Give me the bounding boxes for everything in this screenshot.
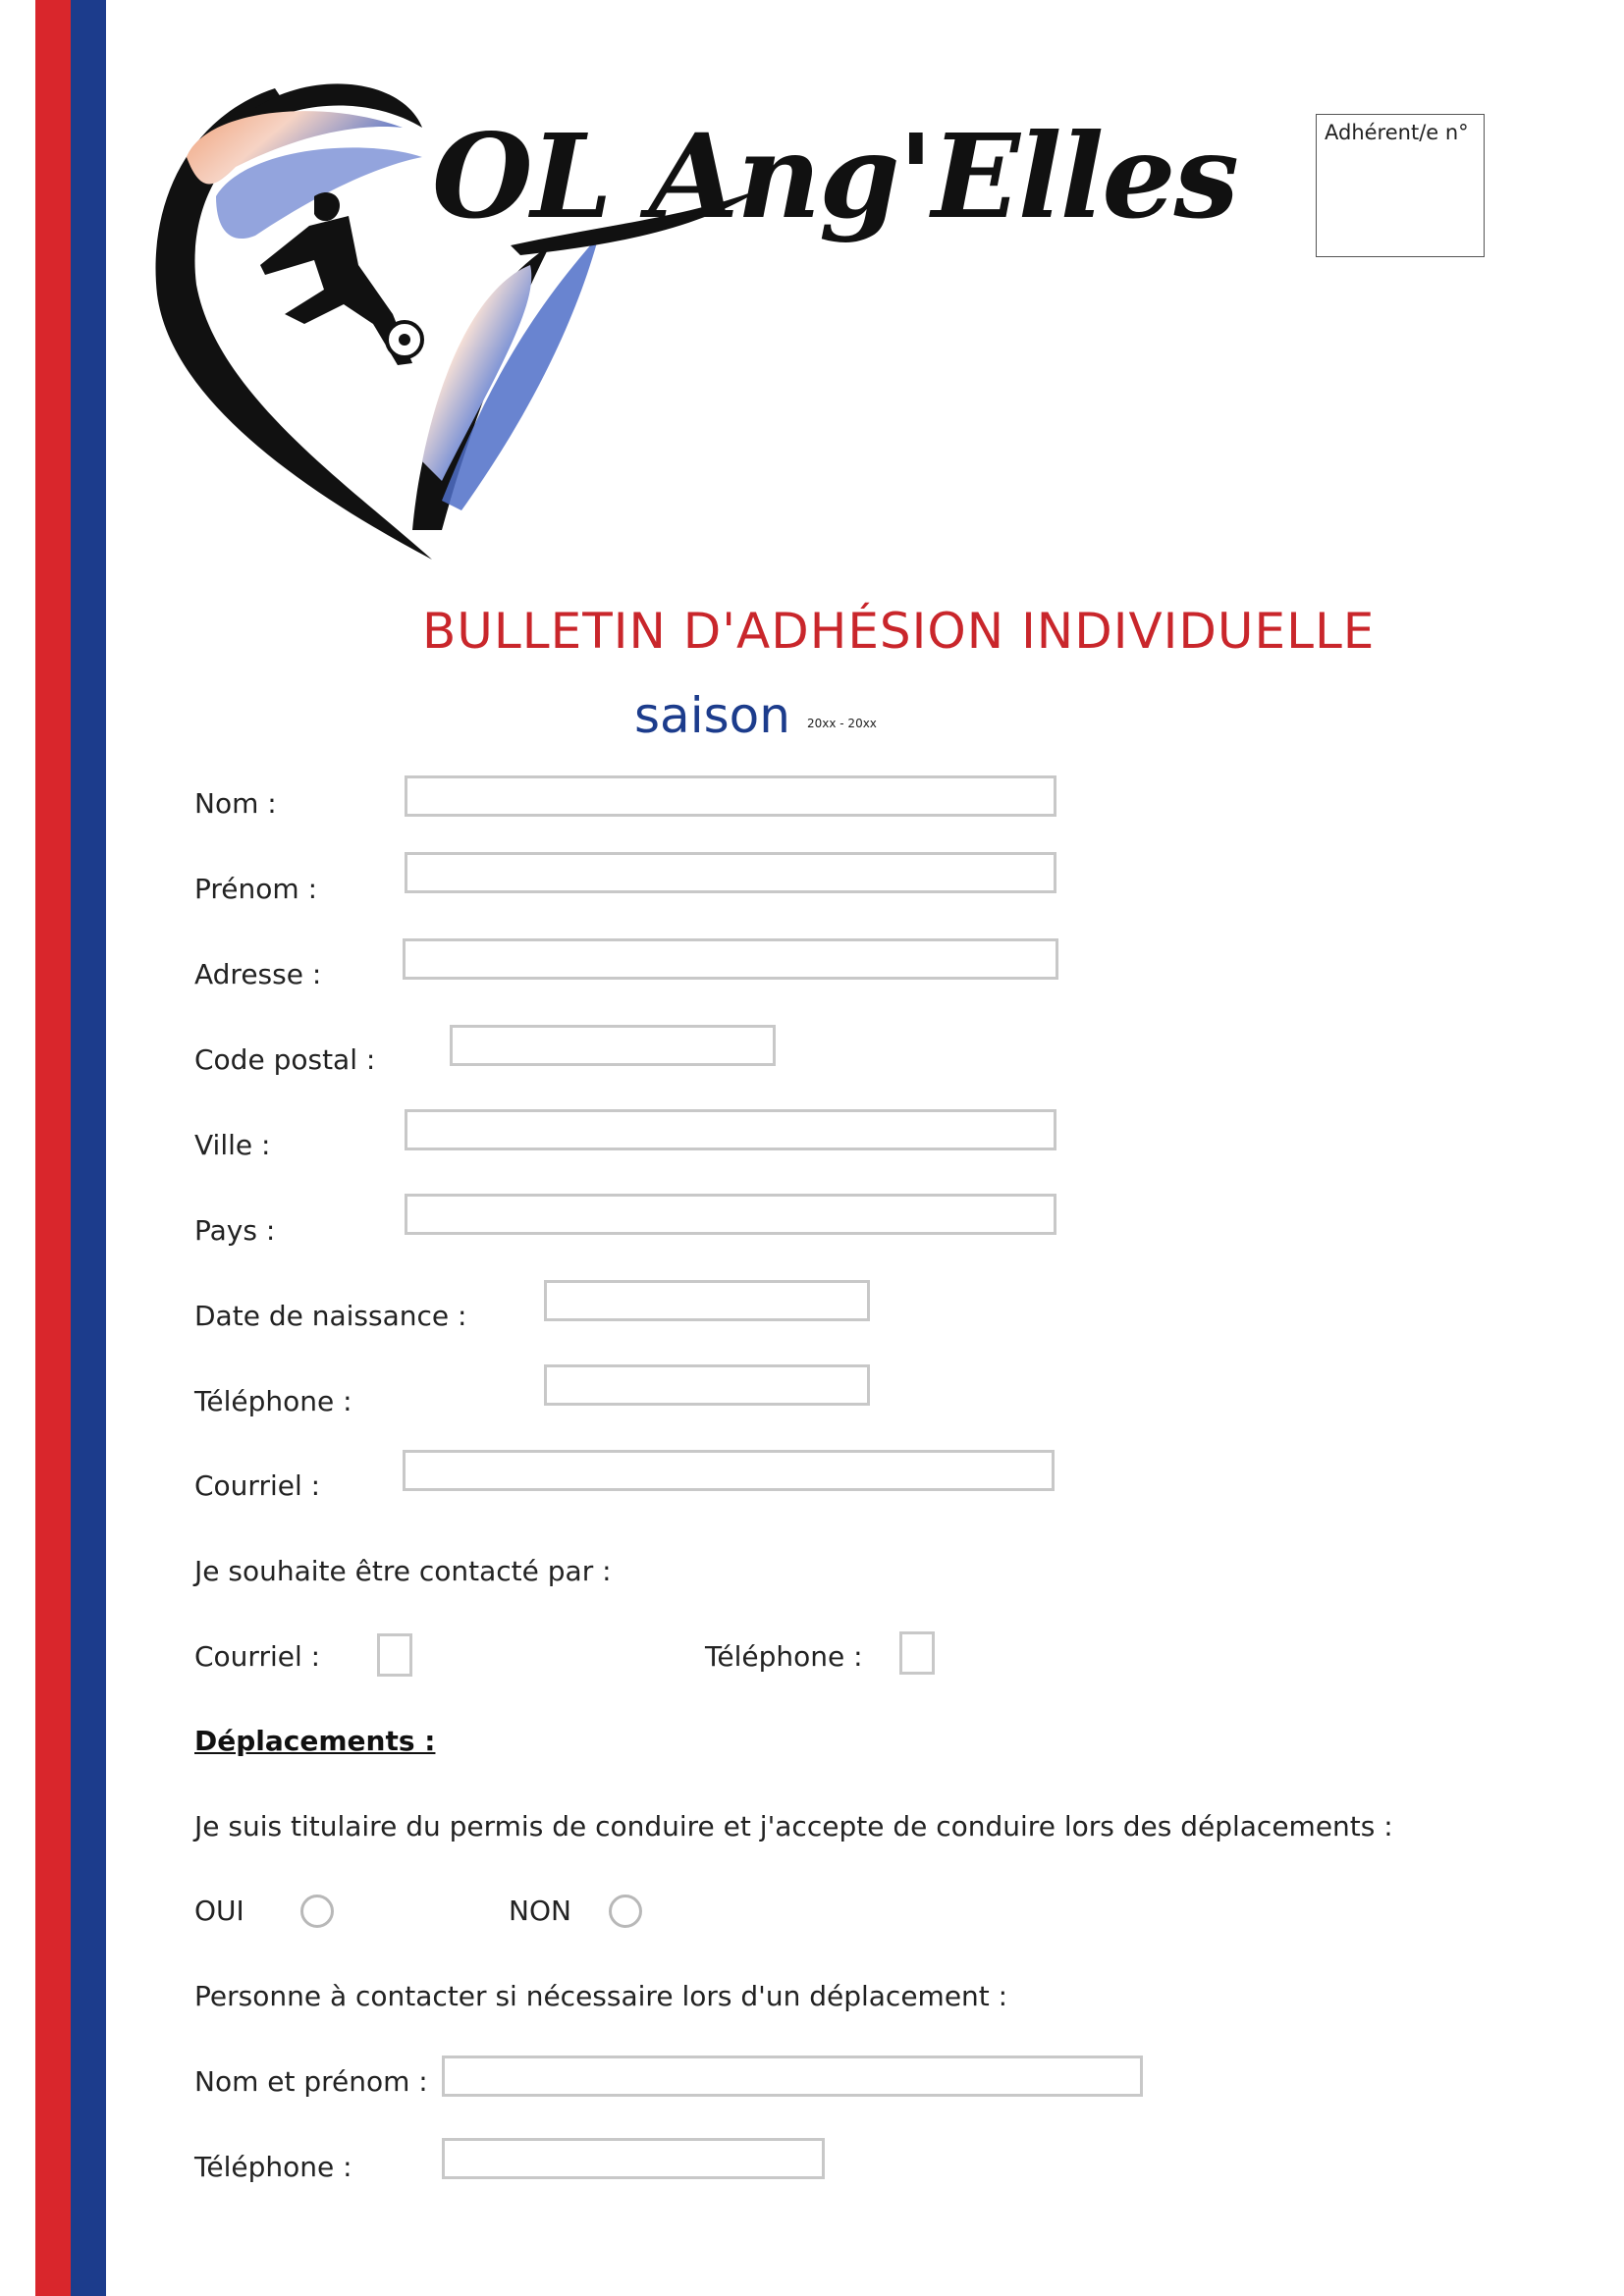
season-label: saison: [634, 687, 790, 744]
adresse-label: Adresse :: [194, 958, 322, 990]
pays-field[interactable]: [405, 1194, 1056, 1235]
non-radio[interactable]: [609, 1895, 642, 1928]
code-postal-field[interactable]: [450, 1025, 776, 1066]
contact-telephone-label: Téléphone :: [705, 1640, 863, 1673]
nom-label: Nom :: [194, 787, 277, 820]
date-naissance-label: Date de naissance :: [194, 1300, 467, 1332]
deplacements-heading: Déplacements :: [194, 1725, 436, 1757]
season-value: 20xx - 20xx: [807, 717, 877, 730]
ville-label: Ville :: [194, 1129, 271, 1161]
ville-field[interactable]: [405, 1109, 1056, 1150]
adresse-field[interactable]: [403, 938, 1058, 980]
form-title: BULLETIN D'ADHÉSION INDIVIDUELLE: [422, 603, 1376, 660]
oui-label: OUI: [194, 1895, 244, 1927]
emergency-phone-field[interactable]: [442, 2138, 825, 2179]
prenom-label: Prénom :: [194, 873, 318, 905]
contact-question: Je souhaite être contacté par :: [194, 1555, 612, 1587]
code-postal-label: Code postal :: [194, 1043, 376, 1076]
contact-courriel-checkbox[interactable]: [377, 1633, 412, 1677]
permis-question: Je suis titulaire du permis de conduire et j'accepte de conduire lors des déplacements :: [194, 1810, 1393, 1842]
emergency-phone-label: Téléphone :: [194, 2151, 352, 2183]
prenom-field[interactable]: [405, 852, 1056, 893]
emergency-question: Personne à contacter si nécessaire lors d'un déplacement :: [194, 1980, 1008, 2012]
courriel-label: Courriel :: [194, 1469, 321, 1502]
contact-telephone-checkbox[interactable]: [899, 1631, 935, 1675]
member-number-box[interactable]: [1316, 114, 1485, 257]
pays-label: Pays :: [194, 1214, 276, 1247]
logo-wordmark: OL Ang'Elles: [432, 108, 1237, 244]
club-logo: [147, 69, 1237, 569]
date-naissance-field[interactable]: [544, 1280, 870, 1321]
side-stripe-red: [35, 0, 71, 2296]
emergency-name-label: Nom et prénom :: [194, 2065, 428, 2098]
member-number-label: Adhérent/e n°: [1325, 121, 1469, 144]
telephone-field[interactable]: [544, 1364, 870, 1406]
side-stripe-blue: [71, 0, 106, 2296]
contact-courriel-label: Courriel :: [194, 1640, 321, 1673]
telephone-label: Téléphone :: [194, 1385, 352, 1417]
oui-radio[interactable]: [300, 1895, 334, 1928]
emergency-name-field[interactable]: [442, 2056, 1143, 2097]
nom-field[interactable]: [405, 775, 1056, 817]
non-label: NON: [509, 1895, 571, 1927]
courriel-field[interactable]: [403, 1450, 1055, 1491]
